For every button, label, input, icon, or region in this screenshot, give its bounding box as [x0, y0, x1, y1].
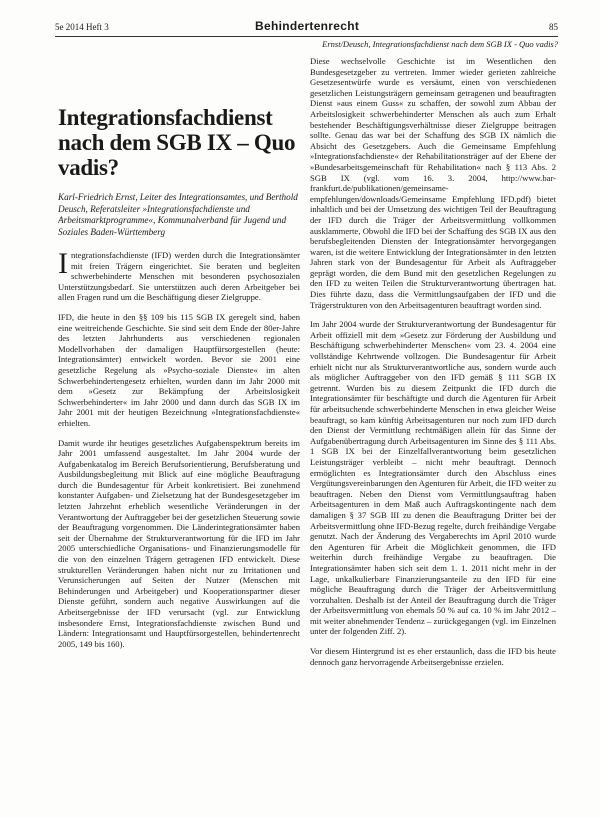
issue-label: 5e 2014 Heft 3: [55, 22, 109, 32]
column-right: [310, 56, 556, 796]
paragraph: Damit wurde ihr heutiges gesetzliches Aufgabenspektrum bereits im Jahr 2001 umfassend ausgestaltet. Im Jahr 2004 wurde der Aufgabenkatalog im Bereich Berufsorientierung, Berufsberatung und Ausbildungsbegleitung mit Blick auf eine mögliche Beauftragung durch die Bundesagentur für Arbeit konkretisiert. Bei zunehmend konstanter Aufgaben- und Zielsetzung hat der Bundesgesetzgeber im letzten Jahrzehnt erheblich wesentliche Veränderungen in der Verantwortung der Auftraggeber bei der gesetzlichen Steuerung sowie der Beauftragung vorgenommen. Die Länderintegrationsämter haben seit der Übernahme der Strukturverantwortung für die IFD im Jahr 2005 unterschiedliche Organisations- und Finanzierungsmodelle für die von den einzelnen Trägern getragenen IFD entwickelt. Diese strukturellen Veränderungen haben nicht nur zu Irritationen und Verunsicherungen auf Seiten der Nutzer (Menschen mit Behinderungen und Arbeitgeber) und Kooperationspartner dieser Dienste geführt, sondern auch negative Auswirkungen auf die Arbeitsergebnisse der IFD verursacht (vgl. zur Entwicklung insbesondere Ernst, Integrationsfachdienste zwischen Bund und Ländern: Integrationsamt und Hauptfürsorgestellen, behindertenrecht 2005, 149 bis 160).: [58, 437, 300, 649]
paragraph: Im Jahr 2004 wurde der Strukturverantwortung der Bundesagentur für Arbeit offiziell mit dem »Gesetz zur Förderung der Ausbildung und Beschäftigung schwerbehinderter Menschen« vom 23. 4. 2004 eine vollständige Kehrtwende vollzogen. Die Bundesagentur für Arbeit erhielt nicht nur als Strukturverantwortliche aus, sondern wurde auch als möglicher Auftraggeber von den IFD gemäß § 111 SGB IX getrennt. Wurden bis zu diesem Zeitpunkt die IFD durch die Integrationsämter für beschäftigte und durch die Agenturen für Arbeit für arbeitsuchende schwerbehinderte Menschen in etwa gleicher Weise beauftragt, so kam künftig Arbeitsagenturen nur noch zum IFD durch den Dienst der Vermittlung rechtmäßigen allein für das Sinne der Aufgabenübertragung durch Arbeitsagenturen im Sinne des § 111 Abs. 1 SGB IX bei der Einzelfallverantwortung beim gesetzlichen Leistungsträger verbleibt – nicht mehr beauftragt. Dennoch ermöglichten es Integrationsämter durch den Abschluss eines Vergütungsvereinbarungen den Agenturen für Arbeit, die IFD weiter zu beauftragen. Neben den Dienst vom Vermittlungsauftrag haben Arbeitsagenturen in dem Maß auch Auftragskontingente nach dem damaligen § 37 SGB III zu denen die Beauftragung Dritter bei der Arbeitsvermittlung ohne IFD-Bezug regelte, durch freihändige Vergabe genutzt. Nach der Änderung des Vergaberechts im April 2010 wurde den Agenturen für Arbeit die Möglichkeit genommen, die IFD weiterhin durch freihändige Vergabe zu beauftragen. Die Integrationsämter haben sich seit dem 1. 1. 2011 nicht mehr in der Lage, unkalkulierbare Finanzierungsanteile zu den IFD für eine mögliche Beauftragung durch die Träger der Arbeitsvermittlung vorzuhalten. Deshalb ist der Anteil der Beauftragung durch die Träger der Arbeitsvermittlung von ehemals 50 % auf ca. 10 % im Jahr 2012 – mit weiter abnehmender Tendenz – zurückgegangen (vgl. im Einzelnen unter der folgenden Ziff. 2).: [310, 319, 556, 637]
running-title: Ernst/Deusch, Integrationsfachdienst nach dem SGB IX - Quo vadis?: [55, 36, 558, 49]
paragraph: [58, 247, 300, 303]
page-number: 85: [549, 22, 558, 32]
paragraph: Diese wechselvolle Geschichte ist im Wesentlichen den Bundesgesetzgeber zu vertreten. Immer wieder gerieten zahlreiche Gesetzesentwürfe wurde es versäumt, einen von verschiedenen gesetzlichen Leistungsträgern gemeinsam getragenen und beauftragten Dienst »aus einem Guss« zu schaffen, der sowohl zum Abbau der Arbeitslosigkeit schwerbehinderter Menschen als auch zum Erhalt bestehender Beschäftigungsverhältnisse dieser Zielgruppe beitragen sollte. Genau das war bei der Schaffung des SGB IX nämlich die Absicht des Gesetzgebers. Auch die Gemeinsame Empfehlung »Integrationsfachdienste« der Rehabilitationsträger auf der Ebene der »Bundesarbeitsgemeinschaft für Rehabilitation« nach § 113 Abs. 2 SGB IX (vgl. vom 16. 3. 2004, http://www.bar-frankfurt.de/publikationen/gemeinsame-empfehlungen/downloads/Gemeinsame Empfehlung IFD.pdf) bietet inhaltlich und bei der Umsetzung des wichtigen Teil der Beauftragung der IFD durch die Träger der Arbeitsvermittlung vollkommen ausklammerte, Obwohl die IFD bei der Schaffung des SGB IX aus den berufsbegleitenden Diensten der Integrationsämter hervorgegangen waren, ist die weitere Entwicklung der Integrationsämter in den letzten Jahren stark von der Bundesagentur für Arbeit als Auftraggeber geprägt worden, die dem Bund mit den gesetzlichen Regelungen zu den IFD zu weiten Teilen die Strukturverantwortung übertragen hat. Dies führte dazu, dass die Vermittlungsaufgaben der IFD und die Trägerstrukturen von den Arbeitsagenturen beauftragt worden sind.: [310, 56, 556, 310]
column-left: [58, 105, 300, 795]
article-authors: Karl-Friedrich Ernst, Leiter des Integrationsamtes, und Berthold Deusch, Referatsleiter »Integrationsfachdienste und Arbeitsmarktprogramme«, Kommunalverband für Jugend und Soziales Baden-Württemberg: [58, 192, 298, 237]
paragraph: Vor diesem Hintergrund ist es eher erstaunlich, dass die IFD bis heute dennoch ganz hervorragende Arbeitsergebnisse erzielen.: [310, 646, 556, 667]
page-header: [55, 19, 558, 36]
paragraph: IFD, die heute in den §§ 109 bis 115 SGB IX geregelt sind, haben eine weitreichende Geschichte. Sie sind seit dem Ende der 80er-Jahre des letzten Jahrhunderts aus verschiedenen regionalen Modellvorhaben der damaligen Hauptfürsorgestellen (heute: Integrationsämter) entwickelt worden. Bevor sie 2001 eine gesetzliche Regelung als »Psycho-soziale Dienste« im alten Schwerbehindertengesetz erhielten, wurden dann im Jahr 2000 mit dem »Gesetz zur Bekämpfung der Arbeitslosigkeit Schwerbehinderter« im Jahr 2000 und dann durch das SGB IX im Jahr 2001 mit der heutigen Bezeichnung »Integrationsfachdienste« erhielten.: [58, 311, 300, 428]
journal-name: Behindertenrecht: [255, 19, 360, 33]
paragraph-text: ntegrationsfachdienste (IFD) werden durch die Integrationsämter mit freien Trägern eingerichtet. Sie beraten und begleiten schwerbehinderte Menschen mit besonderen psychosozialen Unterstützungsbedarf. Sie unterstützen auch deren Arbeitgeber bei allen Fragen rund um die Beschäftigung dieser Zielgruppe.: [58, 250, 300, 303]
drop-cap: I: [58, 247, 68, 280]
article-title: Integrationsfachdienst nach dem SGB IX – Quo vadis?: [58, 105, 296, 180]
